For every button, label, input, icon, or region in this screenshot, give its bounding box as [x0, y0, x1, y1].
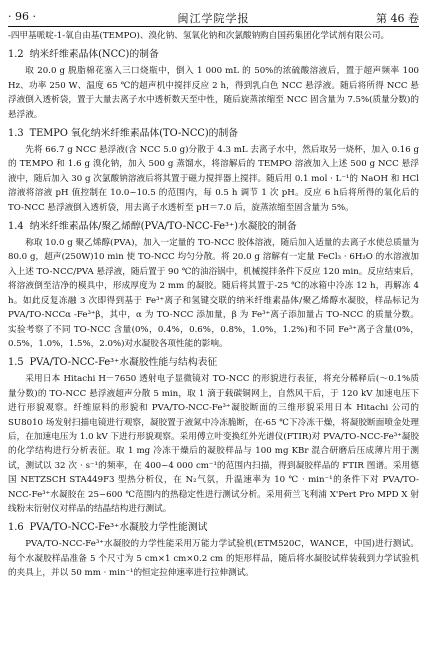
section-paragraph-1-4: 称取 10.0 g 聚乙烯醇(PVA)，加入一定量的 TO-NCC 胶体溶液，随后加入适量的去离子水使总质量为 80.0 g，超声(250W)10 min 使 TO-NCC 均匀分散。将 20.0 g 溶解有一定量 FeCl₃ · 6H₂O 的水溶液加入上述 TO-NCC/PVA 悬浮液，随后置于 90 ℃的油浴锅中，机械搅拌条件下反应 120 min。反应结束后，将溶液倒至洁净的模具中，形成厚度为 2 mm 的凝胶。随后将其置于-25 ℃的冰箱中冷冻 12 h，再解冻 4 h。如此反复冻融 3 次即得到基于 Fe³⁺离子和氢键交联的纳米纤维素晶体/聚乙烯醇水凝胶，样品标记为 PVA/TO-NCCα -Fe³⁺β，其中，α 为 TO-NCC 添加量，β 为 Fe³⁺离子添加量占 TO-NCC 的质量分数。实验考察了不同 TO-NCC 含量(0%，0.4%，0.6%，0.8%，1.0%，1.2%)和不同 Fe³⁺离子含量(0%，0.5%，1.0%，1.5%，2.0%)对水凝胶各项性能的影响。 [8, 238, 419, 349]
header-rule [8, 26, 419, 27]
continuation-paragraph: -四甲基哌啶-1-氧自由基(TEMPO)、溴化钠、氢氧化钠和次氯酸钠购自国药集团化学试剂有限公司。 [8, 31, 390, 41]
section-title: PVA/TO-NCC-Fe³⁺水凝胶力学性能测试 [29, 522, 208, 534]
section-heading-1-2 [8, 45, 419, 64]
section-number: 1.5 [8, 357, 24, 369]
journal-title: 闽江学院学报 [177, 12, 250, 25]
section-title: 纳米纤维素晶体(NCC)的制备 [29, 49, 159, 61]
section-paragraph-1-3: 先将 66.7 g NCC 悬浮液(含 NCC 5.0 g)分散于 4.3 mL 去离子水中，然后取另一烧杯，加入 0.16 g 的 TEMPO 和 1.6 g 溴化钠，加入 500 g 蒸馏水，将溶解后的 TEMPO 溶液加入上述 500 g NCC 悬浮液中，随后加入 30 g 次氯酸钠溶液后将其置于磁力搅拌器上搅拌。随后用 0.1 mol · L⁻¹的 NaOH 和 HCl 溶液将溶液 pH 值控制在 10.0~10.5 的范围内，每 0.5 h 调节 1 次 pH。反应 6 h后将所得的氧化后的 TO-NCC 悬浮液倒入透析袋，用去离子水透析至 pH＝7.0 后，旋蒸浓缩至固含量为 5%。 [8, 145, 419, 213]
section-number: 1.4 [8, 221, 24, 233]
section-number: 1.2 [8, 49, 24, 61]
section-number: 1.6 [8, 522, 24, 534]
section-paragraph-1-2: 取 20.0 g 脱脂棉花塞入三口烧瓶中，倒入 1 000 mL 的 50%的浓硫酸溶液后，置于超声频率 100 Hz、功率 250 W、温度 65 ℃的超声机中搅拌反应 2 h，得到乳白色 NCC 悬浮液。随后将所得 NCC 悬浮液倒入透析袋，置于大量去离子水中透析数天至中性，随后旋蒸浓缩至 NCC 固含量为 7.5%(质量分数)的悬浮液。 [8, 66, 419, 120]
volume-label: 第 46 卷 [376, 12, 419, 25]
section-heading-1-4 [8, 217, 419, 236]
article-body [8, 29, 419, 581]
section-title: 纳米纤维素晶体/聚乙烯醇(PVA/TO-NCC-Fe³⁺)水凝胶的制备 [29, 221, 297, 233]
section-heading-1-5 [8, 353, 419, 372]
section-heading-1-6 [8, 518, 419, 537]
running-header [0, 6, 427, 28]
section-number: 1.3 [8, 128, 24, 140]
section-paragraph-1-6: PVA/TO-NCC-Fe³⁺水凝胶的力学性能采用万能力学试验机(ETM520C，WANCE，中国)进行测试。每个水凝胶样品准备 5 个尺寸为 5 cm×1 cm×0.2 cm 的矩形样品，随后将水凝胶试样装载到力学试验机的夹具上，并以 50 mm · min⁻¹的恒定拉伸速率进行拉伸测试。 [8, 539, 419, 579]
section-paragraph-1-5: 采用日本 Hitachi H－7650 透射电子显微镜对 TO-NCC 的形貌进行表征，将充分稀释后(～0.1%质量分数)的 TO-NCC 悬浮液超声分散 5 min，取 1 滴于载碳铜网上，自然风干后，于 120 kV 加速电压下进行形貌观察。纤维原料的形貌和 PVA/TO-NCC-Fe³⁺凝胶断面的三维形貌采用日本 Hitachi 公司的 SU8010 场发射扫描电镜进行观察，凝胶置于液氮中冷冻脆断，在-65 ℃下冷冻干燥，将凝胶断面喷金处理后，在加速电压为 1.0 kV 下进行形貌观察。采用傅立叶变换红外光谱仪(FTIR)对 PVA/TO-NCC-Fe³⁺凝胶的化学结构进行分析表征。取 1 mg 冷冻干燥后的凝胶样品与 100 mg KBr 混合研磨后压成薄片用于测试，测试以 32 次 · s⁻¹的频率，在 400~4 000 cm⁻¹的范围内扫描，得到凝胶样品的 FTIR 图谱。采用德国 NETZSCH STA449F3 型热分析仪，在 N₂气氛，升温速率为 10 ℃ · min⁻¹的条件下对 PVA/TO-NCC-Fe³⁺水凝胶在 25~600 ℃范围内的热稳定性进行测试分析。采用荷兰飞利浦 X'Pert Pro MPD X 射线粉末衍射仪对样品的结晶结构进行测试。 [8, 374, 419, 514]
section-title: PVA/TO-NCC-Fe³⁺水凝胶性能与结构表征 [29, 357, 218, 369]
section-heading-1-3 [8, 124, 419, 143]
section-title: TEMPO 氧化纳米纤维素晶体(TO-NCC)的制备 [29, 128, 239, 140]
page-number: · 96 · [8, 10, 36, 23]
